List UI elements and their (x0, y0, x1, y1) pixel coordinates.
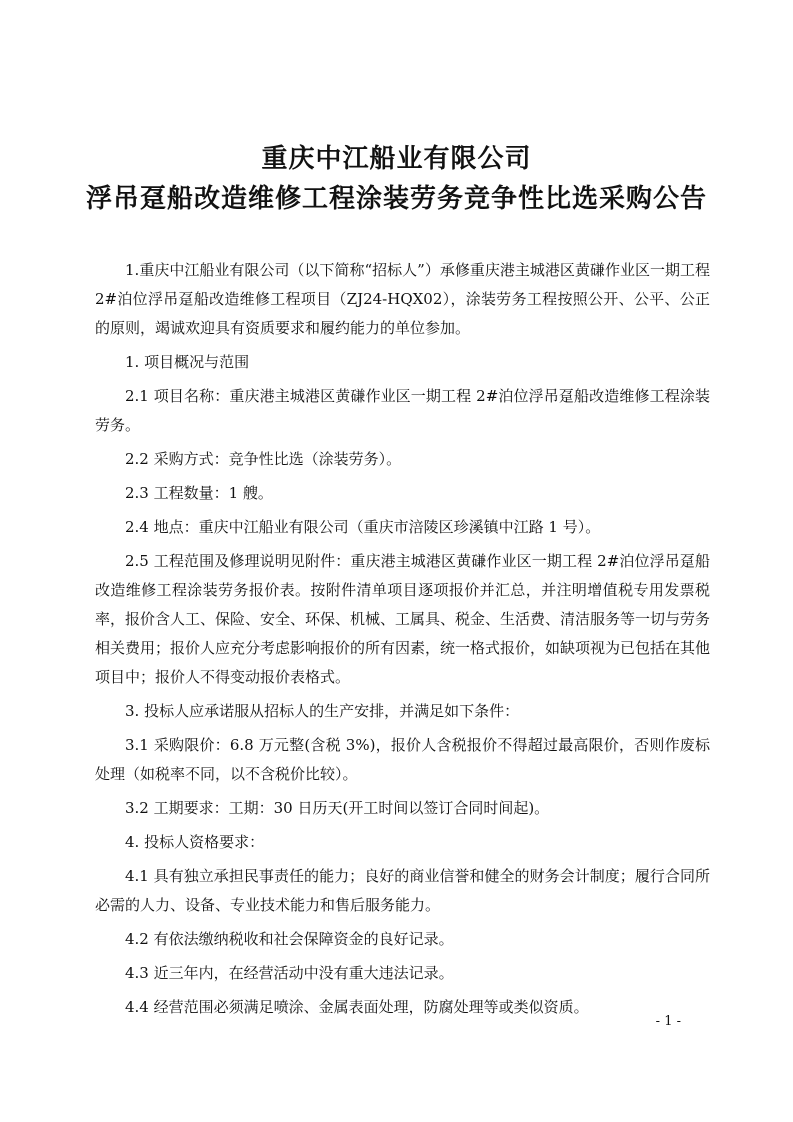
paragraph-4: 4. 投标人资格要求： (125, 833, 265, 851)
paragraph-2-3: 2.3 工程数量：1 艘。 (125, 484, 273, 502)
paragraph-2-1: 2.1 项目名称：重庆港主城港区黄磏作业区一期工程 2#泊位浮吊趸船改造维修工程涂装劳务。 (95, 387, 710, 434)
paragraph-4-1: 4.1 具有独立承担民事责任的能力；良好的商业信誉和健全的财务会计制度；履行合同所必需的人力、设备、专业技术能力和售后服务能力。 (95, 867, 710, 914)
company-title: 重庆中江船业有限公司 (261, 144, 532, 174)
paragraph-2-2: 2.2 采购方式：竞争性比选（涂装劳务）。 (125, 450, 402, 468)
paragraph-3: 3. 投标人应承诺服从招标人的生产安排，并满足如下条件： (125, 702, 520, 720)
paragraph-2-5: 2.5 工程范围及修理说明见附件：重庆港主城港区黄磏作业区一期工程 2#泊位浮吊趸船改造维修工程涂装劳务报价表。按附件清单项目逐项报价并汇总，并注明增值税专用发票税率，报价含人工、保险、安全、环保、机械、工属具、税金、生活费、清洁服务等一切与劳务相关费用；报价人应充分考虑影响报价的所有因素，统一格式报价，如缺项视为已包括在其他项目中；报价人不得变动报价表格式。 (95, 552, 711, 686)
paragraph-intro: 1.重庆中江船业有限公司（以下简称“招标人”）承修重庆港主城港区黄磏作业区一期工程 2#泊位浮吊趸船改造维修工程项目（ZJ24-HQX02），涂装劳务工程按照公开、公平、公正的原则，竭诚欢迎具有资质要求和履约能力的单位参加。 (95, 261, 710, 337)
paragraph-4-4: 4.4 经营范围必须满足喷涂、金属表面处理，防腐处理等或类似资质。 (125, 998, 589, 1016)
paragraph-4-2: 4.2 有依法缴纳税收和社会保障资金的良好记录。 (125, 930, 454, 948)
paragraph-3-2: 3.2 工期要求：工期：30 日历天(开工时间以签订合同时间起)。 (125, 799, 550, 817)
document-body (95, 256, 710, 1027)
paragraph-4-3: 4.3 近三年内，在经营活动中没有重大违法记录。 (125, 964, 454, 982)
page-number: - 1 - (655, 1014, 681, 1029)
paragraph-3-1: 3.1 采购限价：6.8 万元整(含税 3%)，报价人含税报价不得超过最高限价，否则作废标处理（如税率不同，以不含税价比较）。 (95, 736, 710, 783)
paragraph-2-4: 2.4 地点：重庆中江船业有限公司（重庆市涪陵区珍溪镇中江路 1 号）。 (125, 518, 601, 536)
paragraph-heading-project: 1. 项目概况与范围 (125, 353, 250, 371)
announcement-title: 浮吊趸船改造维修工程涂装劳务竞争性比选采购公告 (85, 184, 707, 214)
